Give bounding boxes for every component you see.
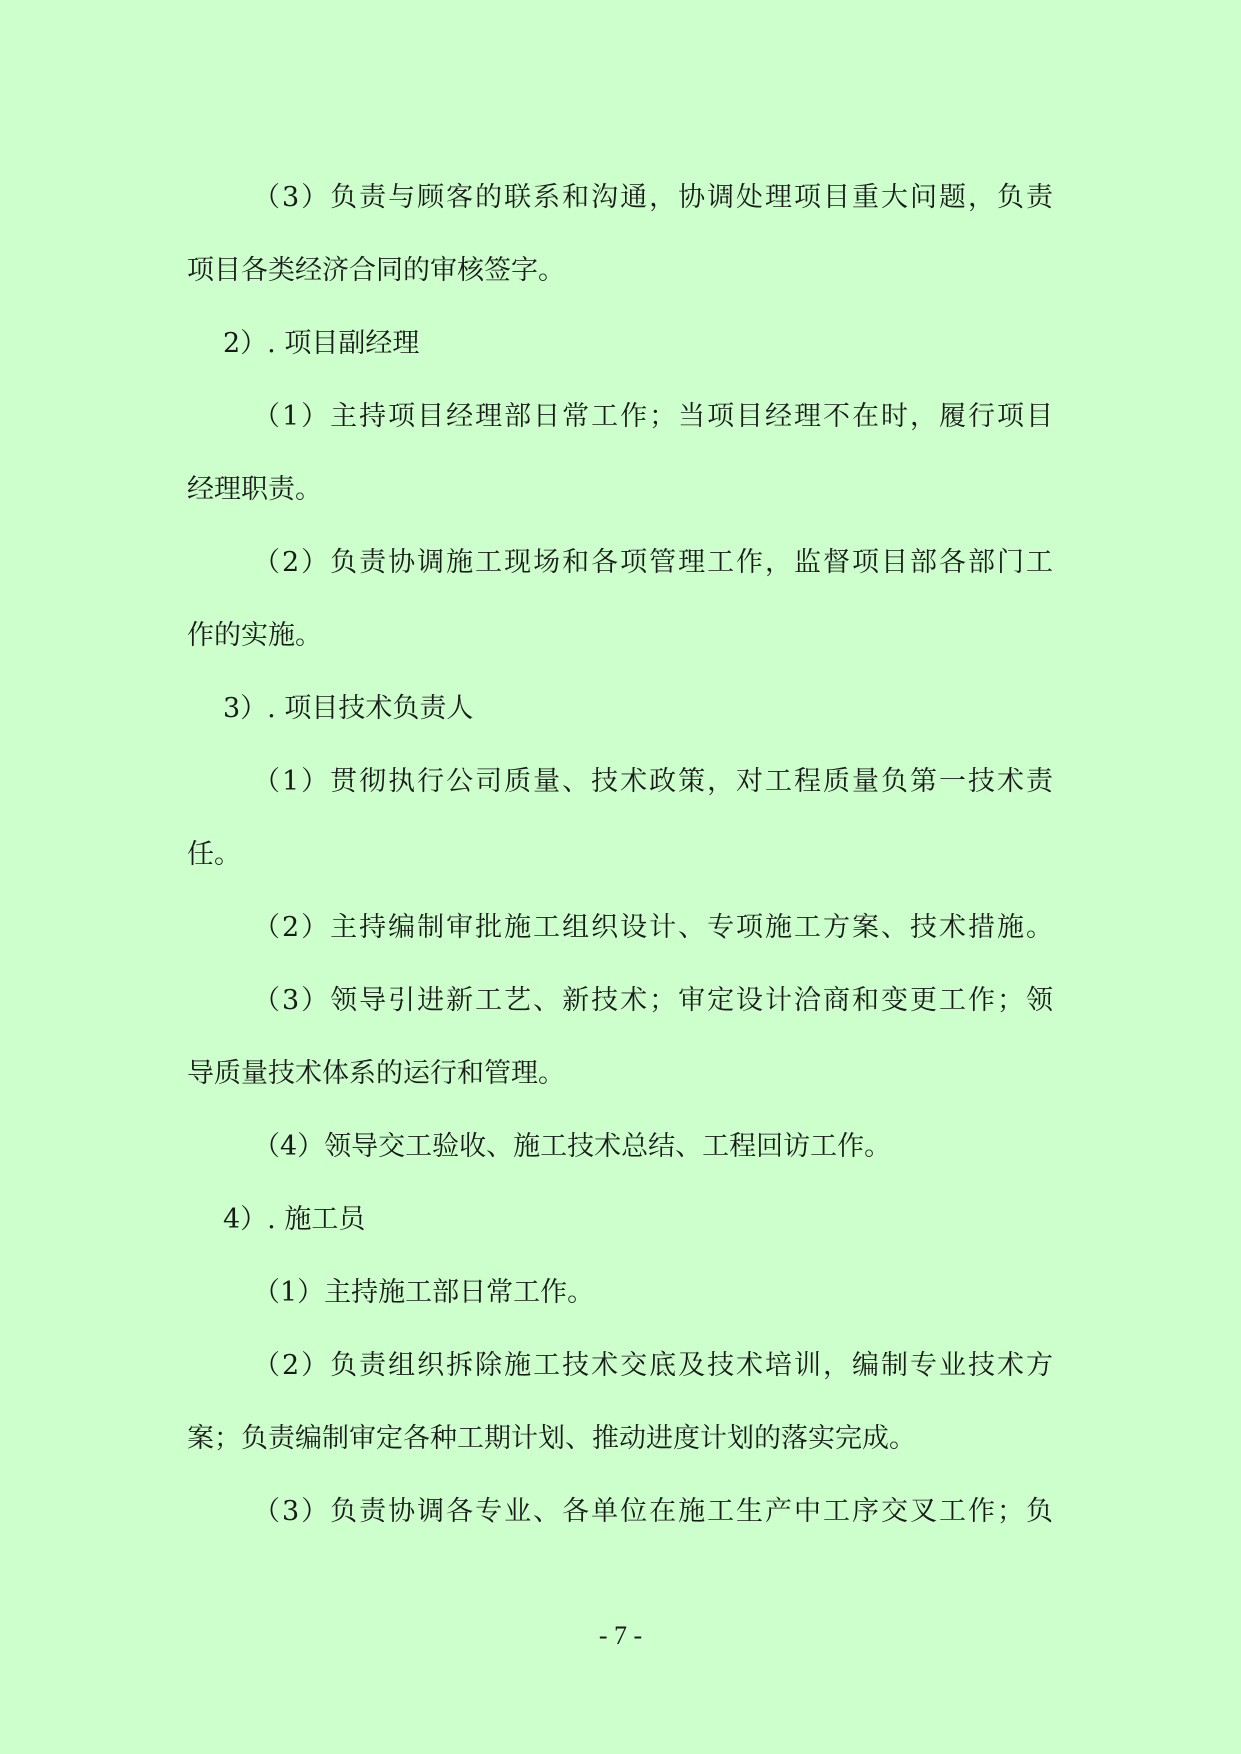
paragraph-line: 任。 [187, 839, 241, 870]
paragraph-line: （1）主持项目经理部日常工作；当项目经理不在时，履行项目 [253, 401, 1053, 432]
paragraph-line: （2）主持编制审批施工组织设计、专项施工方案、技术措施。 [253, 912, 1053, 943]
section-heading: 2）. 项目副经理 [223, 328, 420, 359]
paragraph-line: （2）负责协调施工现场和各项管理工作，监督项目部各部门工 [253, 547, 1053, 578]
paragraph-line: 作的实施。 [187, 620, 322, 651]
paragraph-line: 导质量技术体系的运行和管理。 [187, 1058, 565, 1089]
paragraph-line: （3）负责协调各专业、各单位在施工生产中工序交叉工作；负 [253, 1496, 1053, 1527]
section-heading: 3）. 项目技术负责人 [223, 693, 474, 724]
paragraph-line: （4）领导交工验收、施工技术总结、工程回访工作。 [253, 1131, 892, 1162]
paragraph-line: （2）负责组织拆除施工技术交底及技术培训，编制专业技术方 [253, 1350, 1053, 1381]
paragraph-line: 项目各类经济合同的审核签字。 [187, 255, 565, 286]
paragraph-line: （3）领导引进新工艺、新技术；审定设计洽商和变更工作；领 [253, 985, 1053, 1016]
paragraph-line: 经理职责。 [187, 474, 322, 505]
paragraph-line: （1）主持施工部日常工作。 [253, 1277, 595, 1308]
section-heading: 4）. 施工员 [223, 1204, 366, 1235]
paragraph-line: （1）贯彻执行公司质量、技术政策，对工程质量负第一技术责 [253, 766, 1053, 797]
paragraph-line: 案；负责编制审定各种工期计划、推动进度计划的落实完成。 [187, 1423, 916, 1454]
paragraph-line: （3）负责与顾客的联系和沟通，协调处理项目重大问题，负责 [253, 182, 1053, 213]
page-number: - 7 - [598, 1621, 643, 1650]
